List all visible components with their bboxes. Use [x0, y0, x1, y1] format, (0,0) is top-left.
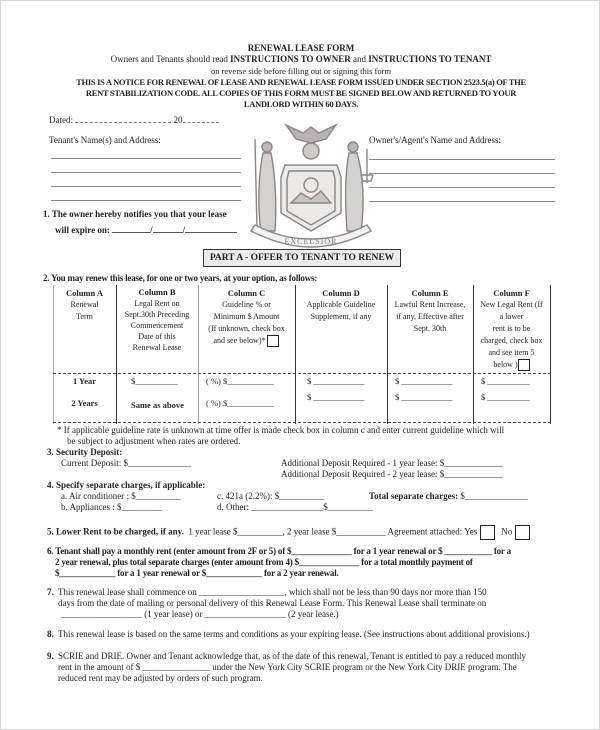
dated-input[interactable] [75, 113, 171, 123]
item1-label: 1. The owner hereby notifies you that your lease [43, 209, 227, 219]
expire-year-input[interactable] [182, 223, 237, 235]
form-title: RENEWAL LEASE FORM [247, 43, 355, 53]
row-2-new-rent-input[interactable]: $ __________ [481, 392, 530, 402]
appliances-input[interactable]: b. Appliances : $_________ [61, 502, 162, 512]
notice-line-3: LANDLORD WITHIN 60 DAYS. [243, 99, 359, 109]
421a-input[interactable]: c. 421a (2.2%): $__________ [217, 491, 325, 501]
item3-label: 3. Security Deposit: [47, 447, 123, 457]
agreement-no-label: No [501, 526, 513, 537]
item5-row [47, 525, 530, 540]
total-separate-charges-label: Total separate charges: [369, 491, 459, 501]
footnote-line-1: * If applicable guideline rate is unknown at time offer is made check box in column c and enter current guideline which will [57, 425, 505, 435]
item8-number: 8. [47, 629, 54, 639]
row-1-legal-rent-input[interactable]: $__________ [131, 376, 178, 386]
seal-motto: EXCELSIOR [284, 237, 338, 246]
tenant-address-line-1[interactable] [51, 158, 241, 159]
current-deposit-input[interactable]: Current Deposit: $______________ [61, 458, 191, 468]
item7-line-2: days from the date of mailing or personal delivery of this Renewal Lease Form. This Renewal Lease shall terminate on [58, 598, 487, 608]
instructions-and: and [350, 54, 369, 64]
item9-line-2[interactable]: rent in the amount of $ _______________ under the New York City SCRIE program or the New York City DRIE program. The [58, 662, 517, 672]
item1-expire-field [55, 223, 237, 236]
footnote-line-2: be subject to adjustment when rates are ordered. [67, 436, 241, 446]
item6-line-1[interactable]: 6. Tenant shall pay a monthly rent (enter amount from 2F or 5) of $______________ for a 1 year renewal or $ ___________ for a [47, 546, 511, 556]
row-1-new-rent-input[interactable]: $ __________ [481, 376, 530, 386]
owner-address-line-1[interactable] [369, 159, 555, 160]
total-separate-charges-input[interactable]: $______________ [460, 491, 528, 501]
item4-label: 4. Specify separate charges, if applicable: [47, 480, 206, 490]
column-b-header: Column B Legal Rent on Sept.30th Preceding Commencement Date of this Renewal Lease [124, 287, 190, 352]
tenant-address-line-3[interactable] [51, 186, 241, 187]
guideline-unknown-checkbox[interactable] [267, 335, 279, 347]
lower-rent-checkbox[interactable] [518, 359, 530, 371]
expire-month-input[interactable] [112, 223, 150, 233]
part-a-header: PART A - OFFER TO TENANT TO RENEW [203, 249, 401, 267]
item7-number: 7. [47, 587, 54, 597]
instructions-subline: on reverse side before filling out or signing this form [210, 66, 392, 76]
item9-line-3: reduced rent may be adjusted by orders of such program. [58, 673, 263, 683]
tenant-address-line-4[interactable] [51, 200, 241, 201]
row-2-increase-input[interactable]: $ ____________ [395, 392, 453, 402]
agreement-yes-label: Yes [464, 526, 478, 537]
lower-rent-inputs[interactable]: 1 year lease $__________, 2 year lease $___________ Agreement attached: [188, 526, 463, 537]
item7-line-1[interactable]: This renewal lease shall commence on ___________________, which shall not be less than 90 days nor more than 150 [58, 587, 487, 597]
other-charges-input[interactable]: d. Other: ________________$__________ [217, 502, 373, 512]
column-e-header: Column E Lawful Rent Increase, if any, Effective after Sept. 30th [394, 288, 466, 333]
instructions-line [1, 54, 600, 65]
instructions-owner-link: INSTRUCTIONS TO OWNER [230, 54, 351, 64]
new-york-state-seal-icon [241, 113, 381, 249]
dated-label: Dated: [49, 115, 73, 125]
notice-line-1: THIS IS A NOTICE FOR RENEWAL OF LEASE AND RENEWAL LEASE FORM ISSUED UNDER SECTION 2523.5(a) OF THE [76, 77, 526, 87]
expire-day-input[interactable] [153, 223, 183, 233]
renewal-terms-table [53, 285, 551, 424]
column-f-header: Column F New Legal Rent (If a lower rent is to be charged, check box and see item 5 below ) [473, 287, 550, 371]
item7-line-3[interactable]: __________________ (1 year lease) or __________________ (2 year lease.) [61, 609, 339, 619]
item2-label: 2. You may renew this lease, for one or two years, at your option, as follows: [43, 273, 318, 283]
item9-line-1: SCRIE and DRIE. Owner and Tenant acknowledge that, as of the date of this renewal, Tenant is entitled to pay a reduced monthly [58, 651, 527, 661]
row-1-guideline-input[interactable]: ( %) $___________ [206, 376, 274, 386]
column-d-header: Column D Applicable Guideline Supplement, if any [306, 288, 376, 321]
agreement-yes-checkbox[interactable] [480, 525, 495, 540]
item8-text: This renewal lease is based on the same terms and conditions as your expiring lease. (See instructions about additional provisions.) [58, 629, 530, 639]
item6-line-2[interactable]: 2 year renewal, plus total separate charges (enter amount from 4) $______________ for a total monthly payment of [55, 557, 473, 567]
additional-deposit-2yr-input[interactable]: Additional Deposit Required - 2 year lease: $_____________ [281, 469, 503, 479]
owner-label: Owner's/Agent's Name and Address: [369, 135, 501, 145]
item9-number: 9. [47, 651, 54, 661]
row-1-term: 1 Year [72, 376, 97, 386]
air-conditioner-input[interactable]: a. Air conditioner : $__________ [61, 491, 181, 501]
dated-year-input[interactable] [183, 113, 219, 123]
dated-field [49, 113, 219, 126]
dated-year-prefix: 20 [173, 115, 183, 125]
column-c-header: Column C Guideline % or Minimum $ Amount (If unknown, check box and see below)* [198, 287, 295, 347]
item5-label: 5. Lower Rent to be charged, if any. [47, 526, 184, 537]
date-separator: / [182, 225, 186, 235]
row-1-increase-input[interactable]: $ ____________ [395, 376, 453, 386]
item6-line-3[interactable]: $_____________ for a 1 year renewal or $_____________ for a 2 year renewal. [55, 568, 339, 578]
agreement-no-checkbox[interactable] [515, 525, 530, 540]
row-2-legal-rent: Same as above [131, 400, 184, 410]
column-a-header: Column A Renewal Term [65, 288, 104, 321]
instructions-text: Owners and Tenants should read [110, 54, 231, 64]
tenant-label: Tenant's Name(s) and Address: [49, 135, 161, 145]
date-separator: / [150, 225, 153, 235]
tenant-address-line-2[interactable] [51, 172, 241, 173]
total-separate-charges [369, 491, 528, 502]
row-2-supplement-input[interactable]: $ ____________ [307, 392, 365, 402]
instructions-tenant-link: INSTRUCTIONS TO TENANT [368, 54, 492, 64]
row-1-supplement-input[interactable]: $ ____________ [307, 376, 365, 386]
notice-line-2: RENT STABILIZATION CODE. ALL COPIES OF THIS FORM MUST BE SIGNED BELOW AND RETURNED TO YOUR [85, 88, 517, 98]
owner-address-line-4[interactable] [369, 201, 555, 202]
owner-address-line-3[interactable] [369, 187, 555, 188]
owner-address-line-2[interactable] [369, 173, 555, 174]
item1-expire-label: will expire on: [55, 225, 110, 235]
row-2-term: 2 Years [71, 398, 98, 408]
row-2-guideline-input[interactable]: ( %) $___________ [206, 398, 274, 408]
additional-deposit-1yr-input[interactable]: Additional Deposit Required - 1 year lease: $_____________ [281, 458, 503, 468]
